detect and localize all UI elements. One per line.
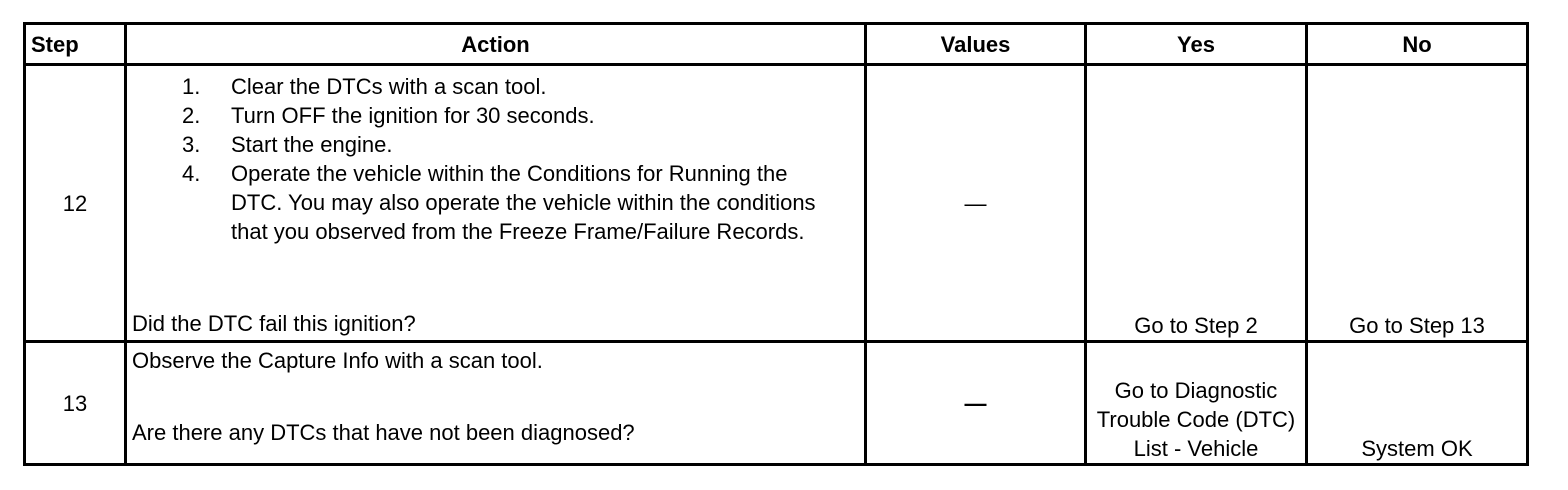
step-index: 1. bbox=[182, 74, 201, 99]
yes-result: Go to Diagnostic Trouble Code (DTC) List - Vehicle bbox=[1086, 342, 1307, 465]
diagnostic-table bbox=[23, 22, 1529, 466]
step-text: Start the engine. bbox=[231, 132, 393, 157]
list-item bbox=[127, 72, 864, 101]
action-cell bbox=[126, 342, 866, 465]
step-text: Clear the DTCs with a scan tool. bbox=[231, 74, 547, 99]
step-text: Turn OFF the ignition for 30 seconds. bbox=[231, 103, 595, 128]
table-row bbox=[25, 342, 1528, 465]
yes-header: Yes bbox=[1086, 24, 1307, 65]
values-dash: — bbox=[964, 190, 987, 216]
action-steps-list bbox=[127, 66, 864, 246]
list-item bbox=[127, 130, 864, 159]
yes-result: Go to Step 2 bbox=[1086, 65, 1307, 342]
header-row bbox=[25, 24, 1528, 65]
step-index: 2. bbox=[182, 103, 201, 128]
action-cell bbox=[126, 65, 866, 342]
values-header: Values bbox=[866, 24, 1086, 65]
no-header: No bbox=[1307, 24, 1528, 65]
no-result: Go to Step 13 bbox=[1307, 65, 1528, 342]
values-cell bbox=[866, 342, 1086, 465]
action-header: Action bbox=[126, 24, 866, 65]
list-item bbox=[127, 159, 864, 246]
values-cell bbox=[866, 65, 1086, 342]
list-item bbox=[127, 101, 864, 130]
step-index: 4. bbox=[182, 161, 201, 186]
values-dash: — bbox=[964, 390, 987, 416]
step-number: 13 bbox=[25, 342, 126, 465]
step-index: 3. bbox=[182, 132, 201, 157]
step-number: 12 bbox=[25, 65, 126, 342]
action-text: Observe the Capture Info with a scan tool. bbox=[132, 348, 543, 373]
question-text: Did the DTC fail this ignition? bbox=[132, 311, 416, 336]
no-result: System OK bbox=[1307, 342, 1528, 465]
step-header: Step bbox=[25, 24, 126, 65]
step-text: Operate the vehicle within the Conditions for Running the DTC. You may also operate the vehicle within the conditions that you observed from the Freeze Frame/Failure Records. bbox=[231, 161, 816, 244]
table-row bbox=[25, 65, 1528, 342]
question-text: Are there any DTCs that have not been diagnosed? bbox=[132, 420, 635, 445]
